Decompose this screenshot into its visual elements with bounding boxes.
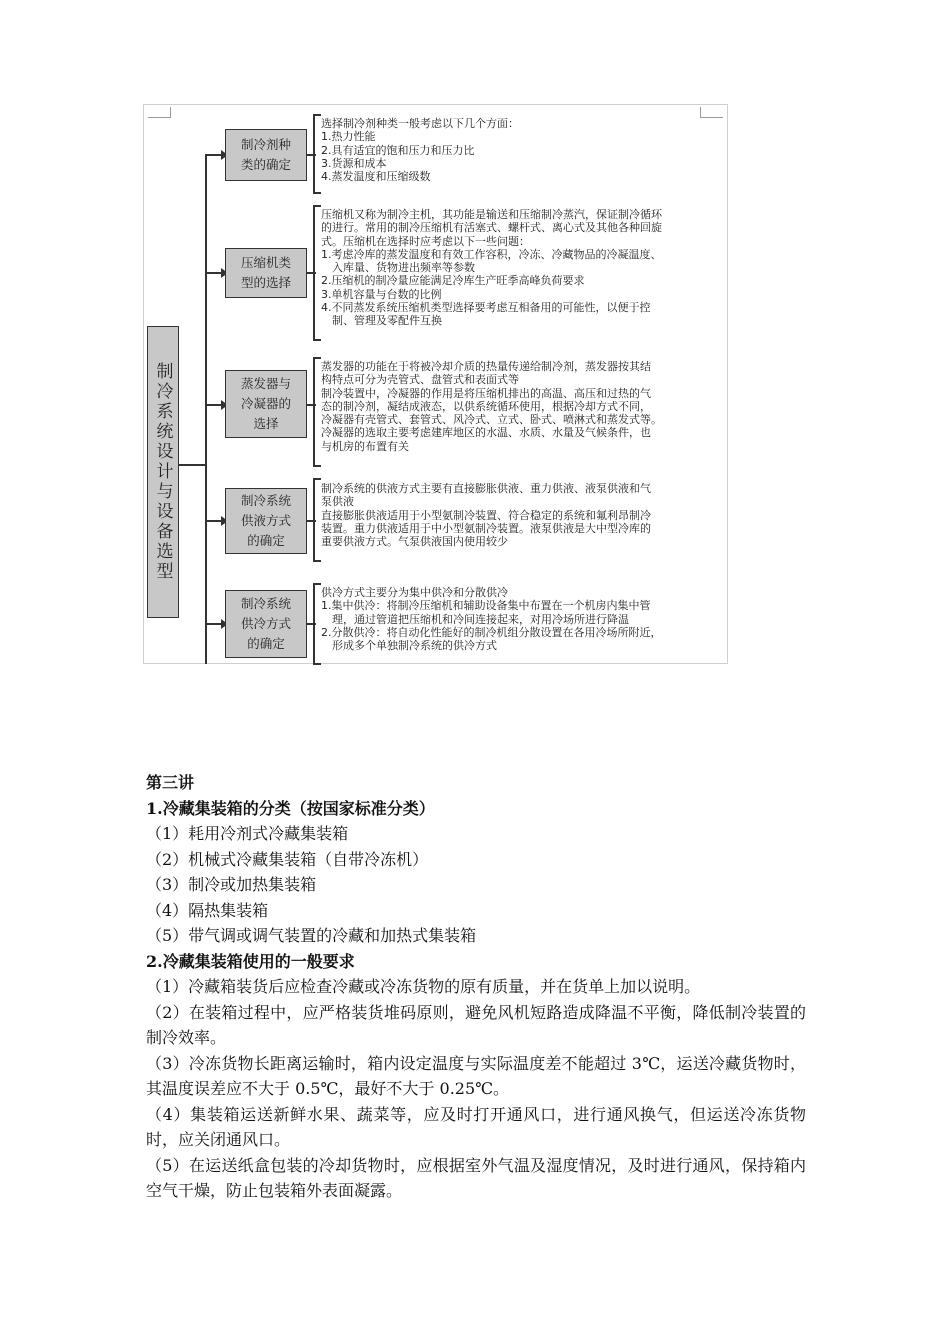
branch-arrow (206, 154, 224, 156)
description-line: 1.集中供冷：将制冷压缩机和辅助设备集中布置在一个机房内集中管 (321, 599, 651, 613)
branch-arrow (206, 520, 224, 522)
category-label-line: 蒸发器与 (240, 376, 291, 391)
root-label: 制冷系统设计与设备选型 (152, 362, 173, 582)
root-node (147, 326, 179, 618)
category-label-line: 的确定 (247, 636, 285, 651)
description-line: 理，通过管道把压缩机和冷间连接起来，对用冷场所进行降温 (332, 612, 629, 626)
description-bracket (313, 357, 321, 467)
description-evaporator-condenser (321, 360, 721, 453)
description-bracket (313, 583, 321, 665)
description-bracket (313, 114, 321, 194)
section-heading-classification: 1.冷藏集装箱的分类（按国家标准分类） (146, 798, 435, 818)
description-line: 重要供液方式。气泵供液国内使用较少 (321, 535, 508, 549)
description-line: 装置。重力供液适用于中小型氨制冷装置。液泵供液是大中型冷库的 (321, 521, 651, 535)
category-node-liquid-supply (225, 488, 307, 554)
list-item: （4）隔热集装箱 (146, 900, 269, 920)
list-item: （1）冷藏箱装货后应检查冷藏或冷冻货物的原有质量，并在货单上加以说明。 (146, 977, 701, 996)
branch-arrow (206, 404, 224, 406)
description-line: 冷凝器的选取主要考虑建库地区的水温、水质、水量及气候条件，也 (321, 426, 651, 440)
description-line: 直接膨胀供液适用于小型氨制冷装置、符合稳定的系统和氟利昂制冷 (321, 508, 651, 522)
description-line: 3.单机容量与台数的比例 (321, 287, 442, 301)
branch-arrow (206, 272, 224, 274)
crop-mark (148, 107, 171, 118)
description-line: 制、管理及零配件互换 (332, 314, 442, 328)
description-line: 的进行。常用的制冷压缩机有活塞式、螺杆式、离心式及其他各种回旋 (321, 221, 662, 235)
description-line: 态的制冷剂，凝结成液态，以供系统循环使用，根据冷却方式不同， (321, 399, 651, 413)
category-label-line: 冷凝器的 (240, 396, 291, 411)
category-label-line: 制冷剂种 (240, 137, 291, 152)
description-cooling-supply (321, 586, 721, 652)
list-item: （4）集装箱运送新鲜水果、蔬菜等，应及时打开通风口，进行通风换气，但运送冷冻货物时，应关闭通风口。 (146, 1104, 806, 1149)
description-line: 与机房的布置有关 (321, 439, 409, 453)
description-line: 供冷方式主要分为集中供冷和分散供冷 (321, 586, 508, 599)
list-item: （2）在装箱过程中，应严格装货堆码原则，避免风机短路造成降温不平衡，降低制冷装置的制冷效率。 (146, 1002, 806, 1047)
description-bracket (313, 478, 321, 562)
description-line: 压缩机又称为制冷主机，其功能是输送和压缩制冷蒸汽，保证制冷循环 (321, 208, 662, 221)
description-line: 泵供液 (321, 495, 354, 509)
description-line: 1.考虑冷库的蒸发温度和有效工作容积，冷冻、冷藏物品的冷凝温度、 (321, 247, 662, 261)
tree-spine (205, 154, 207, 664)
description-line: 1.热力性能 (321, 130, 376, 144)
description-line: 形成多个单独制冷系统的供冷方式 (332, 639, 497, 653)
list-item: （3）冷冻货物长距离运输时，箱内设定温度与实际温度差不能超过 3℃，运送冷藏货物时，其温度误差应不大于 0.5℃，最好不大于 0.25℃。 (146, 1053, 806, 1098)
category-node-refrigerant (225, 129, 307, 181)
lecture-section (146, 770, 806, 1204)
category-label-line: 制冷系统 (240, 493, 291, 508)
description-line: 制冷系统的供液方式主要有直接膨胀供液、重力供液、液泵供液和气 (321, 482, 651, 495)
list-item: （1）耗用冷剂式冷藏集装箱 (146, 824, 349, 843)
category-label-line: 供液方式 (240, 513, 291, 528)
description-line: 制冷装置中，冷凝器的作用是将压缩机排出的高温、高压和过热的气 (321, 386, 651, 400)
description-line: 2.压缩机的制冷量应能满足冷库生产旺季高峰负荷要求 (321, 274, 585, 288)
description-line: 冷凝器有壳管式、套管式、风冷式、立式、卧式、喷淋式和蒸发式等。 (321, 413, 662, 427)
category-label-line: 选择 (253, 416, 279, 431)
description-line: 选择制冷剂种类一般考虑以下几个方面： (321, 117, 519, 130)
category-label-line: 类的确定 (240, 157, 291, 172)
root-connector (179, 464, 206, 466)
category-label-line: 供冷方式 (240, 616, 291, 631)
description-line: 式。压缩机在选择时应考虑以下一些问题： (321, 234, 530, 248)
category-label-line: 型的选择 (240, 275, 291, 290)
description-liquid-supply (321, 482, 721, 548)
category-node-evaporator-condenser (225, 370, 307, 438)
description-line: 入库量、货物进出频率等参数 (332, 261, 475, 275)
description-refrigerant (321, 117, 721, 183)
list-item: （3）制冷或加热集装箱 (146, 875, 317, 894)
category-label-line: 制冷系统 (240, 596, 291, 611)
category-label-line: 压缩机类 (240, 255, 291, 270)
description-line: 2.具有适宜的饱和压力和压力比 (321, 143, 475, 157)
list-item: （5）带气调或调气装置的冷藏和加热式集装箱 (146, 926, 477, 945)
list-item: （5）在运送纸盒包装的冷却货物时，应根据室外气温及湿度情况，及时进行通风，保持箱内空气干燥，防止包装箱外表面凝露。 (146, 1155, 806, 1200)
description-line: 4.不同蒸发系统压缩机类型选择要考虑互相备用的可能性，以便于控 (321, 301, 651, 315)
section-heading-requirements: 2.冷藏集装箱使用的一般要求 (146, 951, 355, 971)
list-item: （2）机械式冷藏集装箱（自带冷冻机） (146, 849, 429, 869)
branch-arrow (206, 623, 224, 625)
lecture-title: 第三讲 (146, 773, 195, 792)
description-compressor (321, 208, 721, 328)
category-node-compressor (225, 248, 307, 298)
category-label-line: 的确定 (247, 533, 285, 548)
description-line: 3.货源和成本 (321, 156, 387, 170)
description-line: 构特点可分为壳管式、盘管式和表面式等 (321, 373, 519, 387)
description-bracket (313, 205, 321, 341)
description-line: 4.蒸发温度和压缩级数 (321, 170, 431, 184)
description-line: 2.分散供冷：将自动化性能好的制冷机组分散设置在各用冷场所附近， (321, 625, 662, 639)
category-node-cooling-supply (225, 590, 307, 658)
description-line: 蒸发器的功能在于将被冷却介质的热量传递给制冷剂，蒸发器按其结 (321, 360, 651, 373)
